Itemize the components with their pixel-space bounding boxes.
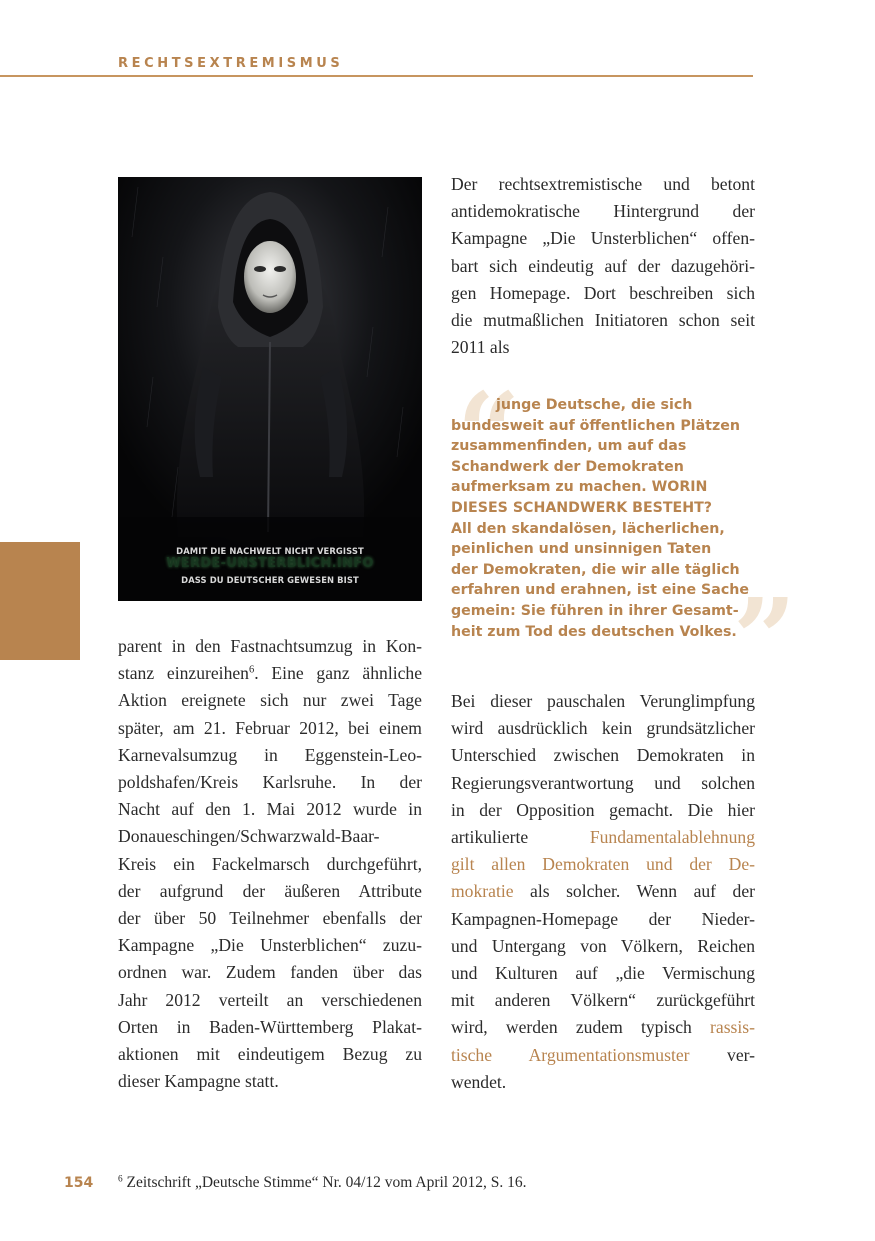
poster-website: WERDE-UNSTERBLICH.INFO xyxy=(166,556,374,571)
quote-line: junge Deutsche, die sich xyxy=(496,397,693,413)
highlighted-term: rassis- xyxy=(710,1017,755,1038)
text-line: die mutmaßlichen Initiatoren schon seit xyxy=(451,310,755,331)
text-line: Jahr 2012 verteilt an verschiedenen xyxy=(118,989,422,1010)
highlighted-term: tische Argumentationsmuster xyxy=(451,1044,690,1065)
text-segment: wird, werden zudem typisch xyxy=(451,1017,711,1038)
text-line: parent in den Fastnachtsumzug in Kon- xyxy=(118,636,422,656)
text-line: poldshafen/Kreis Karlsruhe. In der xyxy=(118,772,422,793)
text-line: Karnevalsumzug in Eggenstein-Leo- xyxy=(118,744,422,765)
quote-open-mark: “ xyxy=(457,368,521,497)
text-line: wendet. xyxy=(451,1071,507,1092)
quote-line: zusammenfinden, um auf das xyxy=(451,438,687,455)
quote-line: der Demokraten, die wir alle täglich xyxy=(451,561,740,578)
text-line xyxy=(451,824,755,851)
text-line xyxy=(451,1014,755,1041)
text-line: Nacht auf den 1. Mai 2012 wurde in xyxy=(118,799,422,820)
quote-line: All den skandalösen, lächerlichen, xyxy=(451,520,725,537)
text-line: Donaueschingen/Schwarzwald-Baar- xyxy=(118,826,380,847)
text-line: mit anderen Völkern“ zurückgeführt xyxy=(451,990,755,1011)
footnote xyxy=(118,1174,526,1192)
text-line: Der rechtsextremistische und betont xyxy=(451,174,755,194)
poster-tagline-top: DAMIT DIE NACHWELT NICHT VERGISST xyxy=(176,546,364,556)
highlighted-term: Fundamentalablehnung xyxy=(589,827,755,848)
page-number: 154 xyxy=(64,1175,94,1191)
highlighted-term: gilt allen Demokraten und der De- xyxy=(451,854,755,875)
footnote-text: Zeitschrift „Deutsche Stimme“ Nr. 04/12 vom April 2012, S. 16. xyxy=(122,1174,527,1191)
text-line: 2011 als xyxy=(451,337,510,358)
text-line: ordnen war. Zudem fanden über das xyxy=(118,962,422,983)
side-color-tab xyxy=(0,542,80,660)
left-paragraph xyxy=(118,633,422,1095)
text-segment: als solcher. Wenn auf der xyxy=(513,881,755,902)
text-segment: ver- xyxy=(689,1044,755,1065)
campaign-poster xyxy=(118,177,422,601)
footnote-ref[interactable]: 6 xyxy=(248,664,255,676)
text-line: und Kulturen auf „die Vermischung xyxy=(451,963,755,984)
text-segment: stanz einzureihen xyxy=(118,663,249,684)
text-line: Unterschied zwischen Demokraten in xyxy=(451,745,755,766)
text-line xyxy=(451,878,755,905)
highlighted-term: mokratie xyxy=(451,881,514,902)
hooded-figure-illustration xyxy=(118,177,422,601)
quote-line: aufmerksam zu machen. WORIN xyxy=(451,479,708,496)
text-line: Orten in Baden-Württemberg Plakat- xyxy=(118,1016,422,1037)
text-line: der über 50 Teilnehmer ebenfalls der xyxy=(118,908,422,929)
text-line: später, am 21. Februar 2012, bei einem xyxy=(118,717,422,738)
text-line: gen Homepage. Dort beschreiben sich xyxy=(451,282,755,303)
quote-line: gemein: Sie führen in ihrer Gesamt- xyxy=(451,602,739,619)
poster-tagline-bottom: DASS DU DEUTSCHER GEWESEN BIST xyxy=(181,575,359,585)
text-line: Bei dieser pauschalen Verunglimpfung xyxy=(451,691,755,711)
text-line xyxy=(451,851,755,878)
text-line: Kreis ein Fackelmarsch durchgeführt, xyxy=(118,853,422,874)
text-line xyxy=(118,660,422,687)
text-line: antidemokratische Hintergrund der xyxy=(451,201,755,222)
text-segment: . Eine ganz ähnliche xyxy=(254,663,423,684)
text-line xyxy=(451,1042,755,1069)
pull-quote xyxy=(451,395,757,642)
text-line: aktionen mit eindeutigem Bezug zu xyxy=(118,1044,422,1065)
quote-line: heit zum Tod des deutschen Volkes. xyxy=(451,623,737,640)
text-line: in der Opposition gemacht. Die hier xyxy=(451,799,755,820)
text-line: dieser Kampagne statt. xyxy=(118,1071,279,1092)
header-rule xyxy=(0,75,753,77)
quote-line: peinlichen und unsinnigen Taten xyxy=(451,541,712,558)
section-label: RECHTSEXTREMISMUS xyxy=(118,56,344,71)
text-line: der aufgrund der äußeren Attribute xyxy=(118,880,422,901)
footnote-number: 6 xyxy=(118,1174,123,1185)
text-line: bart sich eindeutig auf der dazugehöri- xyxy=(451,255,755,276)
quote-line: DIESES SCHANDWERK BESTEHT? xyxy=(451,499,713,516)
intro-paragraph xyxy=(451,171,755,361)
text-line: Kampagnen-Homepage der Nieder- xyxy=(451,908,755,929)
quote-close-mark: ” xyxy=(733,574,797,703)
text-line: Kampagne „Die Unsterblichen“ zuzu- xyxy=(118,935,422,956)
text-line: Aktion ereignete sich nur zwei Tage xyxy=(118,690,422,711)
text-segment: artikulierte xyxy=(451,827,590,848)
text-line: wird ausdrücklich kein grundsätzlicher xyxy=(451,718,755,739)
quote-line: bundesweit auf öffentlichen Plätzen xyxy=(451,417,740,434)
text-line: und Untergang von Völkern, Reichen xyxy=(451,935,755,956)
quote-line: erfahren und erahnen, ist eine Sache xyxy=(451,582,749,599)
text-line: Kampagne „Die Unsterblichen“ offen- xyxy=(451,228,755,249)
right-paragraph xyxy=(451,688,755,1096)
quote-line: Schandwerk der Demokraten xyxy=(451,458,684,475)
text-line: Regierungsverantwortung und solchen xyxy=(451,772,755,793)
